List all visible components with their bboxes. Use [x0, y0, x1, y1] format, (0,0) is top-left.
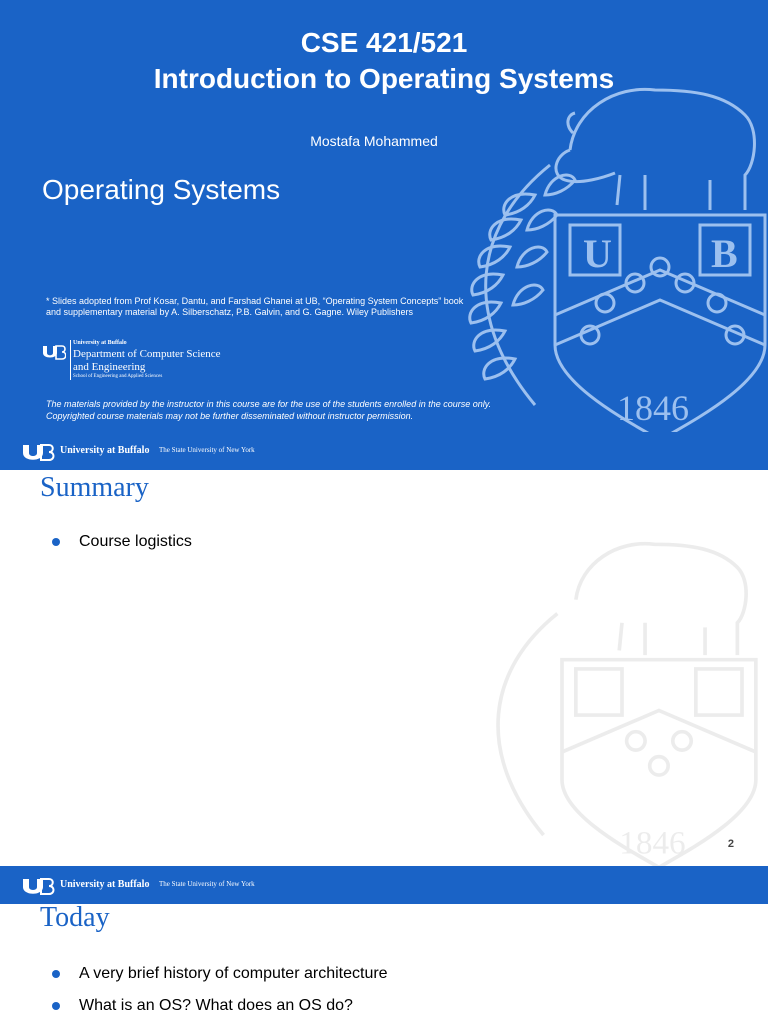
bullet-item: A very brief history of computer architecture — [52, 964, 388, 996]
summary-bullets — [52, 532, 192, 564]
today-slide — [0, 866, 768, 1024]
watermark-year: 1846 — [619, 824, 686, 862]
disclaimer-line-2: Copyrighted course materials may not be further disseminated without instructor permission. — [46, 411, 414, 421]
seal-letter-u: U — [583, 231, 612, 276]
ub-tagline: The State University of New York — [159, 880, 255, 888]
logo-dept-line2: and Engineering — [73, 361, 146, 373]
bullet-item: Course logistics — [52, 532, 192, 564]
lecture-topic: Operating Systems — [42, 174, 281, 205]
ub-logo-icon — [22, 876, 56, 896]
page-number: 2 — [727, 838, 734, 850]
course-code: CSE 421/521 — [300, 27, 468, 58]
ub-header-bar — [0, 432, 768, 470]
summary-heading: Summary — [40, 472, 149, 503]
ub-name: University at Buffalo — [60, 445, 150, 456]
seal-year: 1846 — [617, 388, 689, 428]
seal-letter-b: B — [711, 231, 738, 276]
ub-seal-watermark — [462, 512, 768, 866]
title-slide — [0, 0, 768, 432]
ub-name: University at Buffalo — [60, 879, 150, 890]
instructor-name: Mostafa Mohammed — [310, 133, 438, 149]
department-logo — [42, 340, 282, 382]
ub-logo-icon — [42, 344, 66, 360]
logo-school: School of Engineering and Applied Sciences — [73, 374, 163, 379]
ub-tagline: The State University of New York — [159, 446, 255, 454]
copyright-disclaimer — [46, 398, 566, 422]
credits-note: * Slides adopted from Prof Kosar, Dantu, and Farshad Ghanei at UB, “Operating System Concepts” book and supplementary material by A. Silberschatz, P.B. Galvin, and G. Gagne. Wiley Publishers — [46, 296, 464, 317]
logo-divider — [70, 340, 71, 380]
ub-header-bar — [0, 866, 768, 904]
logo-dept-line1: Department of Computer Science — [73, 348, 221, 360]
summary-slide — [0, 432, 768, 866]
ub-logo-icon — [22, 442, 56, 462]
logo-university: University at Buffalo — [73, 340, 127, 346]
today-bullets — [52, 964, 388, 1024]
bullet-item: What is an OS? What does an OS do? — [52, 996, 388, 1024]
course-title: Introduction to Operating Systems — [153, 63, 615, 94]
ub-seal-graphic — [455, 55, 768, 432]
disclaimer-line-1: The materials provided by the instructor in this course are for the use of the students enrolled in the course only. — [46, 399, 492, 409]
today-heading: Today — [40, 902, 110, 933]
